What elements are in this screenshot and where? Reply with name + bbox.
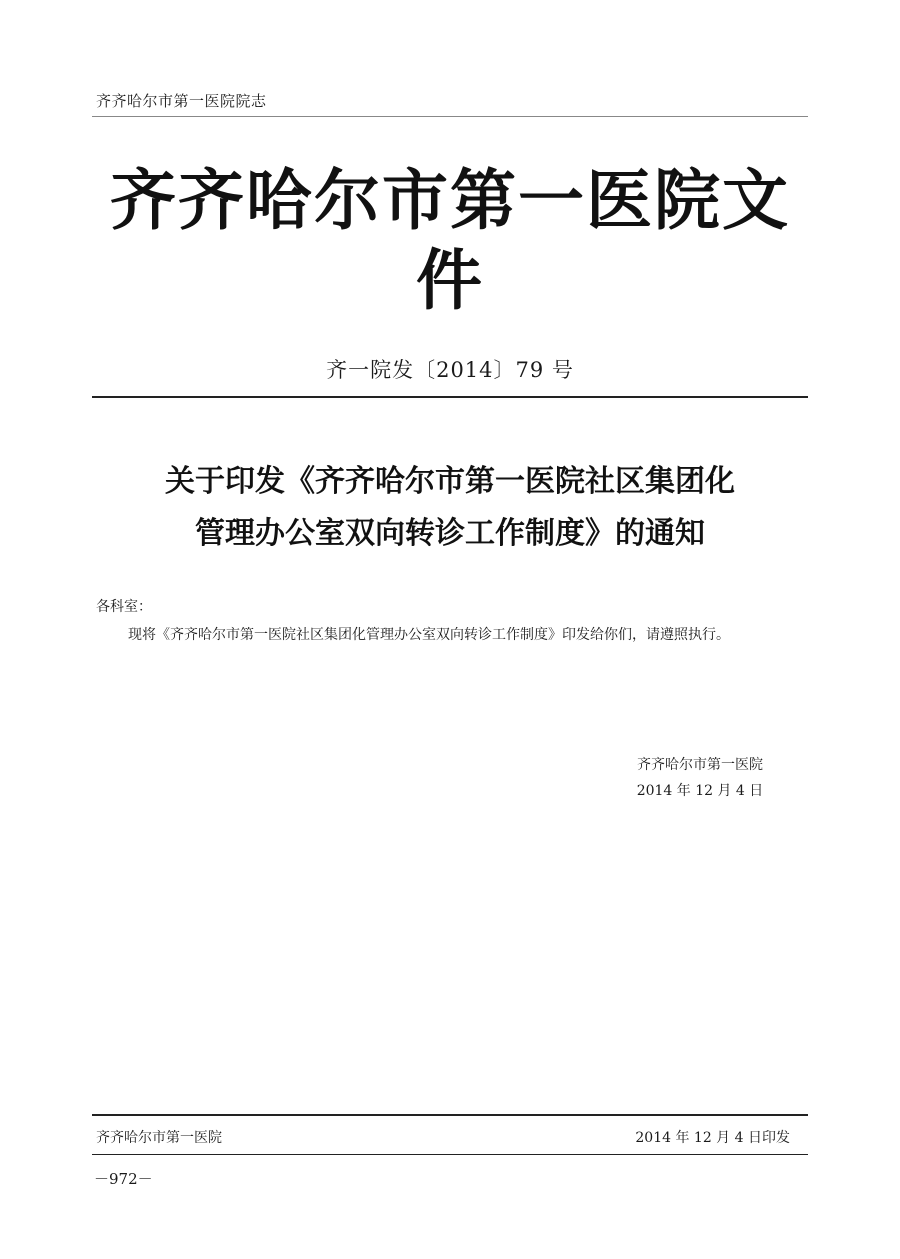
- body-paragraph: 现将《齐齐哈尔市第一医院社区集团化管理办公室双向转诊工作制度》印发给你们，请遵照执行。: [128, 627, 730, 643]
- document-number-rule: [92, 396, 808, 398]
- signature-block: [600, 752, 800, 804]
- footer-top-rule: [92, 1114, 808, 1116]
- footer-bottom-rule: [92, 1154, 808, 1155]
- running-header: 齐齐哈尔市第一医院院志: [96, 92, 267, 110]
- header-rule: [92, 116, 808, 117]
- notice-title-line-2: 管理办公室双向转诊工作制度》的通知: [195, 516, 705, 551]
- notice-title: [92, 456, 808, 560]
- footer-organization: 齐齐哈尔市第一医院: [96, 1130, 222, 1146]
- salutation: 各科室：: [96, 599, 152, 615]
- notice-title-line-1: 关于印发《齐齐哈尔市第一医院社区集团化: [165, 464, 735, 499]
- issuer-title: 齐齐哈尔市第一医院文件: [110, 161, 790, 319]
- document-number: 齐一院发〔2014〕79 号: [326, 358, 574, 382]
- footer-print-date: 2014 年 12 月 4 日印发: [635, 1130, 790, 1146]
- signature-date: 2014 年 12 月 4 日: [636, 783, 764, 799]
- signature-organization: 齐齐哈尔市第一医院: [637, 757, 763, 773]
- page-number: －972－: [94, 1170, 153, 1188]
